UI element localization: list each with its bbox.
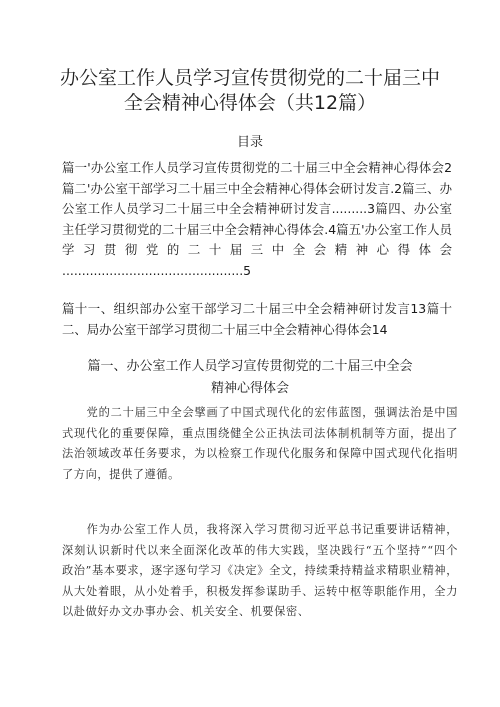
section-title-line-2: 精神心得体会 <box>210 381 289 396</box>
toc-heading: 目录 <box>236 135 263 150</box>
body-paragraph-2 <box>62 520 458 623</box>
section-title-line-1: 篇一、办公室工作人员学习宣传贯彻党的二十届三中全会 <box>87 359 413 374</box>
body-paragraph-1 <box>62 403 458 485</box>
document-title-line-1: 办公室工作人员学习宣传贯彻党的二十届三中 <box>59 67 440 89</box>
toc-entries-2: 篇十一、组织部办公室干部学习二十届三中全会精神研讨发言13篇十二、局办公室干部学习贯彻二十届三中全会精神心得体会14 <box>62 301 452 337</box>
paragraph-text: 党的二十届三中全会擘画了中国式现代化的宏伟蓝图，强调法治是中国式现代化的重要保障，重点围绕健全公正执法司法体制机制等方面，提出了法治领域改革任务要求，为以检察工作现代化服务和保障中国式现代化指明了方向，提供了遵循。 <box>62 406 458 481</box>
document-title-line-2: 全会精神心得体会（共12篇） <box>123 92 377 114</box>
paragraph-text: 作为办公室工作人员，我将深入学习贯彻习近平总书记重要讲话精神，深刻认识新时代以来全面深化改革的伟大实践，坚决践行“五个坚持”“四个政治”基本要求，逐字逐句学习《决定》全文，持续秉持精益求精职业精神，从大处着眼，从小处着手，积极发挥参谋助手、运转中枢等职能作用，全力以赴做好办文办事办会、机关安全、机要保密、 <box>62 523 458 619</box>
toc-entries-1: 篇一'办公室工作人员学习宣传贯彻党的二十届三中全会精神心得体会2篇二'办公室干部学习二十届三中全会精神心得体会研讨发言.2篇三、办公室工作人员学习二十届三中全会精神研讨发言.........3篇四、办公室主任学习贯彻党的二十届三中全会精神心得体会.4篇五'办公室工作人员学习贯彻党的二十届三中全会精神心得体会 ..............................................5 <box>62 160 452 278</box>
